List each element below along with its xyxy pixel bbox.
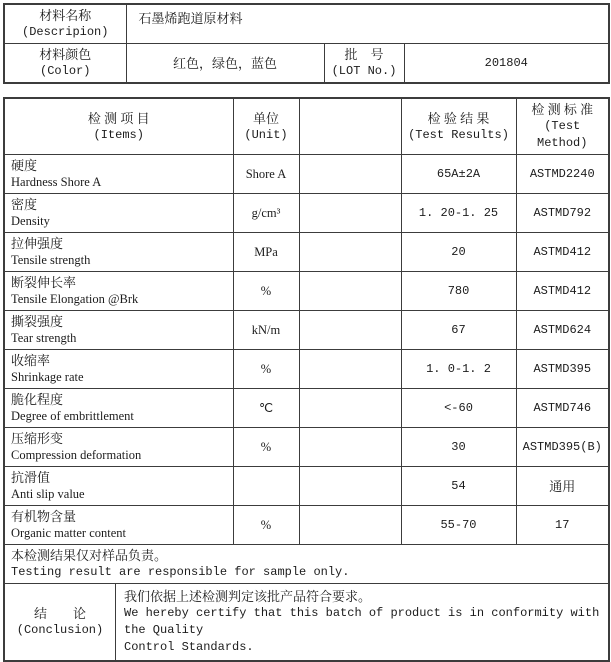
result-row-organic-content bbox=[4, 506, 609, 545]
method-cell: ASTMD412 bbox=[516, 272, 609, 311]
item-name-zh: 抗滑值 bbox=[11, 470, 51, 485]
test-report-page bbox=[0, 3, 611, 654]
method-cell: ASTMD412 bbox=[516, 233, 609, 272]
unit-cell: kN/m bbox=[233, 311, 299, 350]
material-name-label-en: (Descripion) bbox=[22, 25, 109, 39]
method-cell: ASTMD395(B) bbox=[516, 428, 609, 467]
item-name-en: Tensile strength bbox=[11, 253, 91, 267]
result-cell: <-60 bbox=[401, 389, 516, 428]
material-color-value: 红色，绿色，蓝色 bbox=[126, 44, 324, 84]
item-cell bbox=[4, 467, 233, 506]
lot-label-en: (LOT No.) bbox=[331, 64, 397, 78]
blank-cell bbox=[299, 350, 401, 389]
conclusion-text-zh: 我们依据上述检测判定该批产品符合要求。 bbox=[124, 589, 372, 604]
unit-cell: g/cm³ bbox=[233, 194, 299, 233]
blank-cell bbox=[299, 467, 401, 506]
result-cell: 30 bbox=[401, 428, 516, 467]
result-cell: 780 bbox=[401, 272, 516, 311]
conclusion-row bbox=[4, 584, 609, 662]
item-name-en: Anti slip value bbox=[11, 487, 85, 501]
method-cell: 通用 bbox=[516, 467, 609, 506]
item-name-zh: 硬度 bbox=[11, 158, 38, 173]
conclusion-cell bbox=[4, 584, 609, 662]
item-cell bbox=[4, 428, 233, 467]
result-cell: 54 bbox=[401, 467, 516, 506]
disclaimer-en: Testing result are responsible for sample only. bbox=[11, 565, 350, 579]
header-unit bbox=[233, 98, 299, 155]
item-name-zh: 收缩率 bbox=[11, 353, 51, 368]
material-name-label bbox=[4, 4, 126, 44]
disclaimer-cell bbox=[4, 545, 609, 584]
blank-cell bbox=[299, 506, 401, 545]
method-cell: ASTMD624 bbox=[516, 311, 609, 350]
unit-cell: % bbox=[233, 506, 299, 545]
item-cell bbox=[4, 350, 233, 389]
result-row-anti-slip bbox=[4, 467, 609, 506]
header-method bbox=[516, 98, 609, 155]
item-name-zh: 断裂伸长率 bbox=[11, 275, 77, 290]
header-method-zh: 检 测 标 准 bbox=[531, 102, 594, 117]
lot-value: 201804 bbox=[404, 44, 609, 84]
blank-cell bbox=[299, 233, 401, 272]
result-row-compression bbox=[4, 428, 609, 467]
item-name-en: Compression deformation bbox=[11, 448, 142, 462]
item-cell bbox=[4, 506, 233, 545]
item-name-zh: 密度 bbox=[11, 197, 38, 212]
item-cell bbox=[4, 194, 233, 233]
item-name-zh: 压缩形变 bbox=[11, 431, 64, 446]
header-result-zh: 检 验 结 果 bbox=[427, 110, 490, 126]
item-name-en: Shrinkage rate bbox=[11, 370, 84, 384]
header-method-en: (Test Method) bbox=[537, 119, 588, 150]
conclusion-text bbox=[116, 584, 608, 660]
item-cell bbox=[4, 272, 233, 311]
result-row-embrittlement bbox=[4, 389, 609, 428]
unit-cell: % bbox=[233, 428, 299, 467]
material-color-row bbox=[4, 44, 609, 84]
item-name-en: Tensile Elongation @Brk bbox=[11, 292, 139, 306]
unit-cell: Shore A bbox=[233, 155, 299, 194]
item-name-en: Density bbox=[11, 214, 50, 228]
material-color-label bbox=[4, 44, 126, 84]
conclusion-text-en-line1: We hereby certify that this batch of product is in conformity with the Quality bbox=[124, 606, 600, 637]
result-row-density bbox=[4, 194, 609, 233]
blank-cell bbox=[299, 311, 401, 350]
item-cell bbox=[4, 311, 233, 350]
result-row-hardness bbox=[4, 155, 609, 194]
unit-cell: ℃ bbox=[233, 389, 299, 428]
result-cell: 65A±2A bbox=[401, 155, 516, 194]
unit-cell: MPa bbox=[233, 233, 299, 272]
method-cell: ASTMD2240 bbox=[516, 155, 609, 194]
conclusion-text-en-line2: Control Standards. bbox=[124, 640, 254, 654]
material-name-value-cell bbox=[126, 4, 609, 44]
header-blank bbox=[299, 98, 401, 155]
lot-label-zh: 批 号 bbox=[344, 47, 384, 62]
item-name-en: Organic matter content bbox=[11, 526, 127, 540]
unit-cell: % bbox=[233, 350, 299, 389]
material-color-label-en: (Color) bbox=[40, 64, 91, 78]
result-cell: 20 bbox=[401, 233, 516, 272]
result-row-tear-strength bbox=[4, 311, 609, 350]
lot-label bbox=[324, 44, 404, 84]
header-items bbox=[4, 98, 233, 155]
method-cell: 17 bbox=[516, 506, 609, 545]
disclaimer-zh: 本检测结果仅对样品负责。 bbox=[11, 548, 168, 563]
method-cell: ASTMD395 bbox=[516, 350, 609, 389]
result-cell: 1. 20-1. 25 bbox=[401, 194, 516, 233]
material-name-label-zh: 材料名称 bbox=[39, 8, 92, 23]
conclusion-label bbox=[5, 584, 116, 660]
item-name-en: Degree of embrittlement bbox=[11, 409, 134, 423]
blank-cell bbox=[299, 272, 401, 311]
material-info-table bbox=[3, 3, 610, 84]
method-cell: ASTMD792 bbox=[516, 194, 609, 233]
test-results-table bbox=[3, 97, 610, 662]
conclusion-label-zh: 结 论 bbox=[33, 606, 86, 621]
results-header-row bbox=[4, 98, 609, 155]
header-items-en: (Items) bbox=[93, 127, 144, 142]
item-name-en: Hardness Shore A bbox=[11, 175, 102, 189]
unit-cell bbox=[233, 467, 299, 506]
result-cell: 1. 0-1. 2 bbox=[401, 350, 516, 389]
item-cell bbox=[4, 233, 233, 272]
conclusion-layout bbox=[5, 584, 608, 660]
item-name-zh: 有机物含量 bbox=[11, 509, 77, 524]
header-items-zh: 检 测 项 目 bbox=[87, 110, 150, 126]
item-name-en: Tear strength bbox=[11, 331, 77, 345]
blank-cell bbox=[299, 194, 401, 233]
material-color-label-zh: 材料颜色 bbox=[39, 47, 92, 62]
material-name-row bbox=[4, 4, 609, 44]
item-cell bbox=[4, 155, 233, 194]
unit-cell: % bbox=[233, 272, 299, 311]
blank-cell bbox=[299, 428, 401, 467]
result-cell: 55-70 bbox=[401, 506, 516, 545]
result-row-shrinkage bbox=[4, 350, 609, 389]
item-name-zh: 脆化程度 bbox=[11, 392, 64, 407]
disclaimer-row bbox=[4, 545, 609, 584]
item-name-zh: 拉伸强度 bbox=[11, 236, 64, 251]
result-row-tensile-strength bbox=[4, 233, 609, 272]
material-name-value: 石墨烯跑道原材料 bbox=[138, 11, 243, 26]
item-cell bbox=[4, 389, 233, 428]
conclusion-label-en: (Conclusion) bbox=[16, 623, 104, 637]
header-result-en: (Test Results) bbox=[408, 127, 509, 142]
header-result bbox=[401, 98, 516, 155]
method-cell: ASTMD746 bbox=[516, 389, 609, 428]
header-unit-en: (Unit) bbox=[244, 127, 288, 142]
blank-cell bbox=[299, 389, 401, 428]
result-cell: 67 bbox=[401, 311, 516, 350]
blank-cell bbox=[299, 155, 401, 194]
item-name-zh: 撕裂强度 bbox=[11, 314, 64, 329]
header-unit-zh: 单位 bbox=[252, 110, 279, 126]
result-row-elongation bbox=[4, 272, 609, 311]
